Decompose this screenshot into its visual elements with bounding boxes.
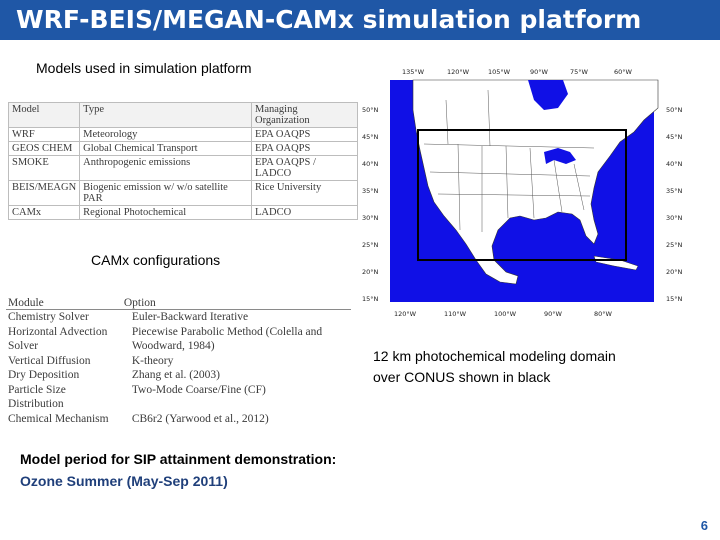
table-row <box>9 206 358 220</box>
lat-label-right: 35°N <box>666 187 683 195</box>
lat-label-left: 15°N <box>362 295 379 303</box>
config-table <box>6 297 351 426</box>
table-row <box>9 181 358 206</box>
table-row <box>9 142 358 156</box>
lon-label-bottom: 110°W <box>444 310 467 318</box>
table-cell: Chemistry Solver <box>8 311 89 323</box>
table-header-row <box>9 103 358 128</box>
table-cell: SMOKE <box>9 156 80 181</box>
table-cell: Chemical Mechanism <box>8 412 109 425</box>
table-cell: Global Chemical Transport <box>80 142 252 156</box>
lat-label-left: 30°N <box>362 214 379 222</box>
table-cell: Rice University <box>252 181 358 206</box>
config-heading: CAMx configurations <box>91 252 221 268</box>
lon-label-bottom: 80°W <box>594 310 612 318</box>
column-header: Type <box>80 103 252 128</box>
lat-label-right: 45°N <box>666 133 683 141</box>
domain-map <box>358 60 694 322</box>
table-cell: Anthropogenic emissions <box>80 156 252 181</box>
lat-label-right: 25°N <box>666 241 683 249</box>
table-row <box>9 156 358 181</box>
table-row <box>6 354 351 369</box>
table-cell: Euler-Backward Iterative <box>131 311 249 323</box>
lat-label-left: 20°N <box>362 268 379 276</box>
map-caption-line: over CONUS shown in black <box>373 369 551 385</box>
column-header: Model <box>9 103 80 128</box>
model-period <box>20 448 336 492</box>
lon-label-top: 120°W <box>447 68 470 76</box>
lat-label-left: 50°N <box>362 106 379 114</box>
table-row <box>6 325 351 354</box>
table-row <box>9 128 358 142</box>
table-row <box>6 310 351 325</box>
map-svg <box>358 60 694 322</box>
slide-title: WRF-BEIS/MEGAN-CAMx simulation platform <box>0 0 720 40</box>
lat-label-left: 45°N <box>362 133 379 141</box>
lat-label-right: 30°N <box>666 214 683 222</box>
lat-label-right: 20°N <box>666 268 683 276</box>
table-cell: Horizontal Advection Solver <box>8 325 108 352</box>
table-cell: GEOS CHEM <box>9 142 80 156</box>
table-header-row <box>6 297 351 310</box>
map-caption <box>373 346 693 388</box>
lon-label-bottom: 90°W <box>544 310 562 318</box>
table-cell: CB6r2 (Yarwood et al., 2012) <box>131 412 269 425</box>
lon-label-bottom: 120°W <box>394 310 417 318</box>
column-header: Module <box>6 297 122 310</box>
page-number: 6 <box>700 518 708 533</box>
model-period-value: Ozone Summer (May-Sep 2011) <box>20 473 228 489</box>
table-cell: LADCO <box>252 206 358 220</box>
lon-label-top: 90°W <box>530 68 548 76</box>
models-table <box>8 102 358 220</box>
table-cell: Meteorology <box>80 128 252 142</box>
lon-label-top: 105°W <box>488 68 511 76</box>
lon-label-top: 60°W <box>614 68 632 76</box>
table-cell: Dry Deposition <box>8 369 80 381</box>
model-period-heading: Model period for SIP attainment demonstration: <box>20 451 337 467</box>
lon-label-top: 75°W <box>570 68 588 76</box>
map-caption-line: 12 km photochemical modeling domain <box>373 348 616 364</box>
models-heading: Models used in simulation platform <box>36 60 252 76</box>
table-cell: EPA OAQPS <box>252 142 358 156</box>
table-cell: Biogenic emission w/ w/o satellite PAR <box>80 181 252 206</box>
table-row <box>6 412 351 427</box>
lon-label-bottom: 100°W <box>494 310 517 318</box>
lat-label-right: 50°N <box>666 106 683 114</box>
lat-label-left: 35°N <box>362 187 379 195</box>
lon-label-top: 135°W <box>402 68 425 76</box>
table-cell: Zhang et al. (2003) <box>131 369 220 381</box>
table-cell: K-theory <box>131 354 174 367</box>
table-row <box>6 368 351 383</box>
column-header: Option <box>122 297 351 310</box>
table-cell: BEIS/MEAGN <box>9 181 80 206</box>
table-cell: Two-Mode Coarse/Fine (CF) <box>131 383 266 396</box>
lat-label-right: 15°N <box>666 295 683 303</box>
table-cell: EPA OAQPS / LADCO <box>252 156 358 181</box>
lat-label-left: 40°N <box>362 160 379 168</box>
column-header: Managing Organization <box>252 103 358 128</box>
lat-label-right: 40°N <box>666 160 683 168</box>
table-cell: EPA OAQPS <box>252 128 358 142</box>
table-cell: CAMx <box>9 206 80 220</box>
table-cell: Piecewise Parabolic Method (Colella and Woodward, 1984) <box>131 325 323 352</box>
table-cell: Regional Photochemical <box>80 206 252 220</box>
table-cell: Particle Size Distribution <box>8 383 66 410</box>
table-row <box>6 383 351 412</box>
table-cell: WRF <box>9 128 80 142</box>
lat-label-left: 25°N <box>362 241 379 249</box>
table-cell: Vertical Diffusion <box>8 354 91 367</box>
